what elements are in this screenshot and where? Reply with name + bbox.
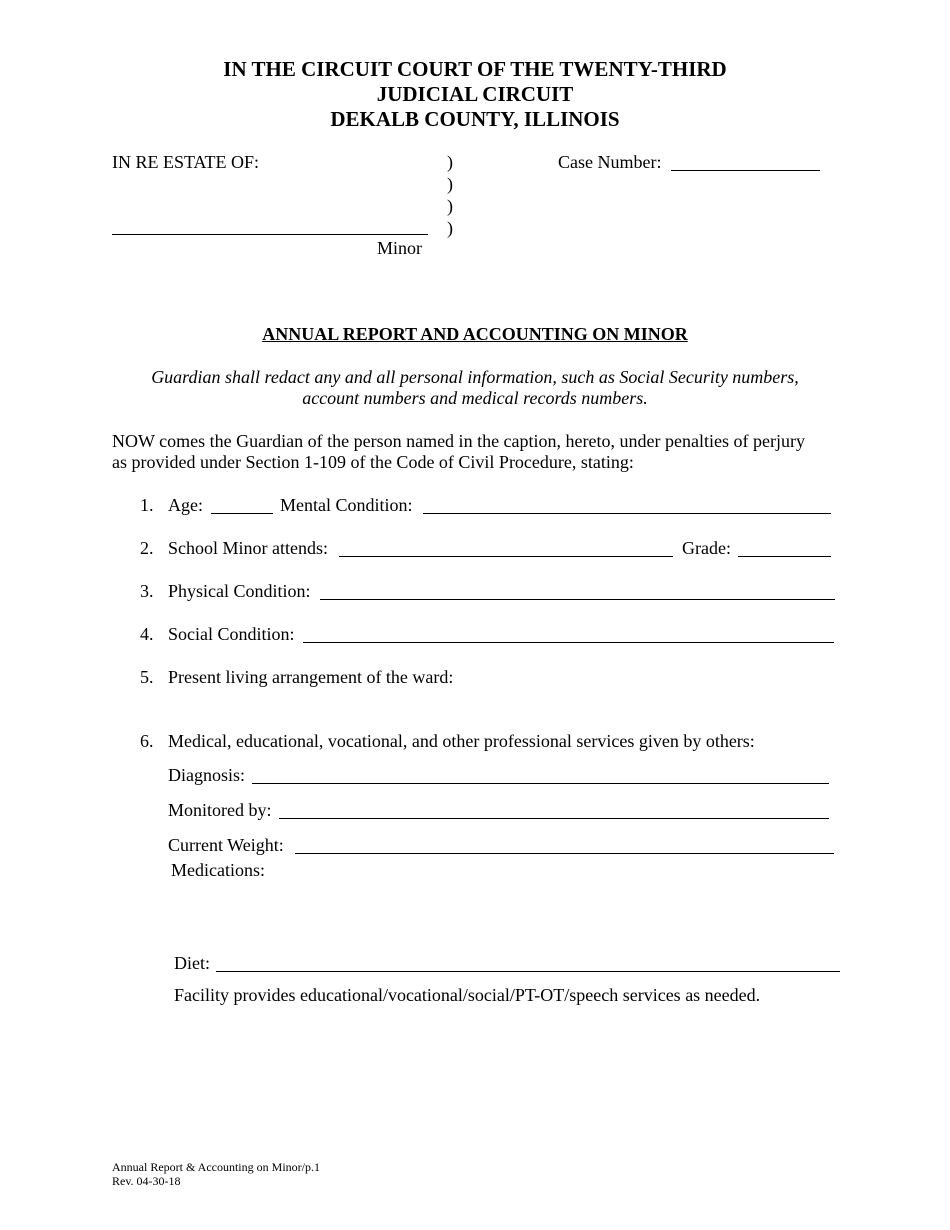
current-weight-label: Current Weight: bbox=[168, 835, 284, 855]
medications-label: Medications: bbox=[171, 860, 265, 880]
caption-paren-4: ) bbox=[447, 218, 453, 238]
footer-form-name: Annual Report & Accounting on Minor/p.1 bbox=[112, 1160, 320, 1174]
item-3-number: 3. bbox=[140, 581, 154, 601]
physical-condition-label: Physical Condition: bbox=[168, 581, 311, 601]
redaction-notice-line2: account numbers and medical records numbers. bbox=[302, 388, 648, 408]
diet-field[interactable] bbox=[216, 971, 840, 972]
intro-line2: as provided under Section 1-109 of the Code of Civil Procedure, stating: bbox=[112, 452, 634, 472]
grade-field[interactable] bbox=[738, 556, 831, 557]
diagnosis-label: Diagnosis: bbox=[168, 765, 246, 785]
court-heading-line3: DEKALB COUNTY, ILLINOIS bbox=[330, 107, 620, 131]
diagnosis-field[interactable] bbox=[252, 783, 829, 784]
social-condition-field[interactable] bbox=[303, 642, 834, 643]
current-weight-field[interactable] bbox=[295, 853, 834, 854]
case-number-label: Case Number: bbox=[558, 152, 662, 172]
age-label: Age: bbox=[168, 495, 203, 515]
court-heading-line1: IN THE CIRCUIT COURT OF THE TWENTY-THIRD bbox=[223, 57, 727, 81]
court-heading-line2: JUDICIAL CIRCUIT bbox=[376, 82, 574, 106]
footer-revision: Rev. 04-30-18 bbox=[112, 1174, 181, 1188]
redaction-notice-line1: Guardian shall redact any and all personal information, such as Social Security numbers, bbox=[151, 367, 799, 387]
caption-paren-2: ) bbox=[447, 174, 453, 194]
age-field[interactable] bbox=[211, 513, 273, 514]
monitored-by-field[interactable] bbox=[279, 818, 829, 819]
item-4-number: 4. bbox=[140, 624, 154, 644]
school-label: School Minor attends: bbox=[168, 538, 328, 558]
item-5-number: 5. bbox=[140, 667, 154, 687]
minor-name-line[interactable] bbox=[112, 234, 428, 235]
grade-label: Grade: bbox=[682, 538, 731, 558]
in-re-estate-label: IN RE ESTATE OF: bbox=[112, 152, 260, 172]
services-label: Medical, educational, vocational, and other professional services given by others: bbox=[168, 731, 755, 751]
item-2-number: 2. bbox=[140, 538, 154, 558]
diet-label: Diet: bbox=[174, 953, 210, 973]
case-number-line[interactable] bbox=[671, 170, 820, 171]
caption-paren-3: ) bbox=[447, 196, 453, 216]
living-arrangement-label: Present living arrangement of the ward: bbox=[168, 667, 454, 687]
facility-services-text: Facility provides educational/vocational/social/PT-OT/speech services as needed. bbox=[174, 985, 761, 1005]
physical-condition-field[interactable] bbox=[320, 599, 835, 600]
item-6-number: 6. bbox=[140, 731, 154, 751]
item-1-number: 1. bbox=[140, 495, 154, 515]
mental-condition-label: Mental Condition: bbox=[280, 495, 413, 515]
mental-condition-field[interactable] bbox=[423, 513, 831, 514]
minor-label: Minor bbox=[377, 238, 422, 258]
caption-paren-1: ) bbox=[447, 152, 453, 172]
monitored-by-label: Monitored by: bbox=[168, 800, 272, 820]
social-condition-label: Social Condition: bbox=[168, 624, 295, 644]
form-title: ANNUAL REPORT AND ACCOUNTING ON MINOR bbox=[262, 324, 688, 344]
school-field[interactable] bbox=[339, 556, 673, 557]
intro-line1: NOW comes the Guardian of the person named in the caption, hereto, under penalties of perjury bbox=[112, 431, 805, 451]
